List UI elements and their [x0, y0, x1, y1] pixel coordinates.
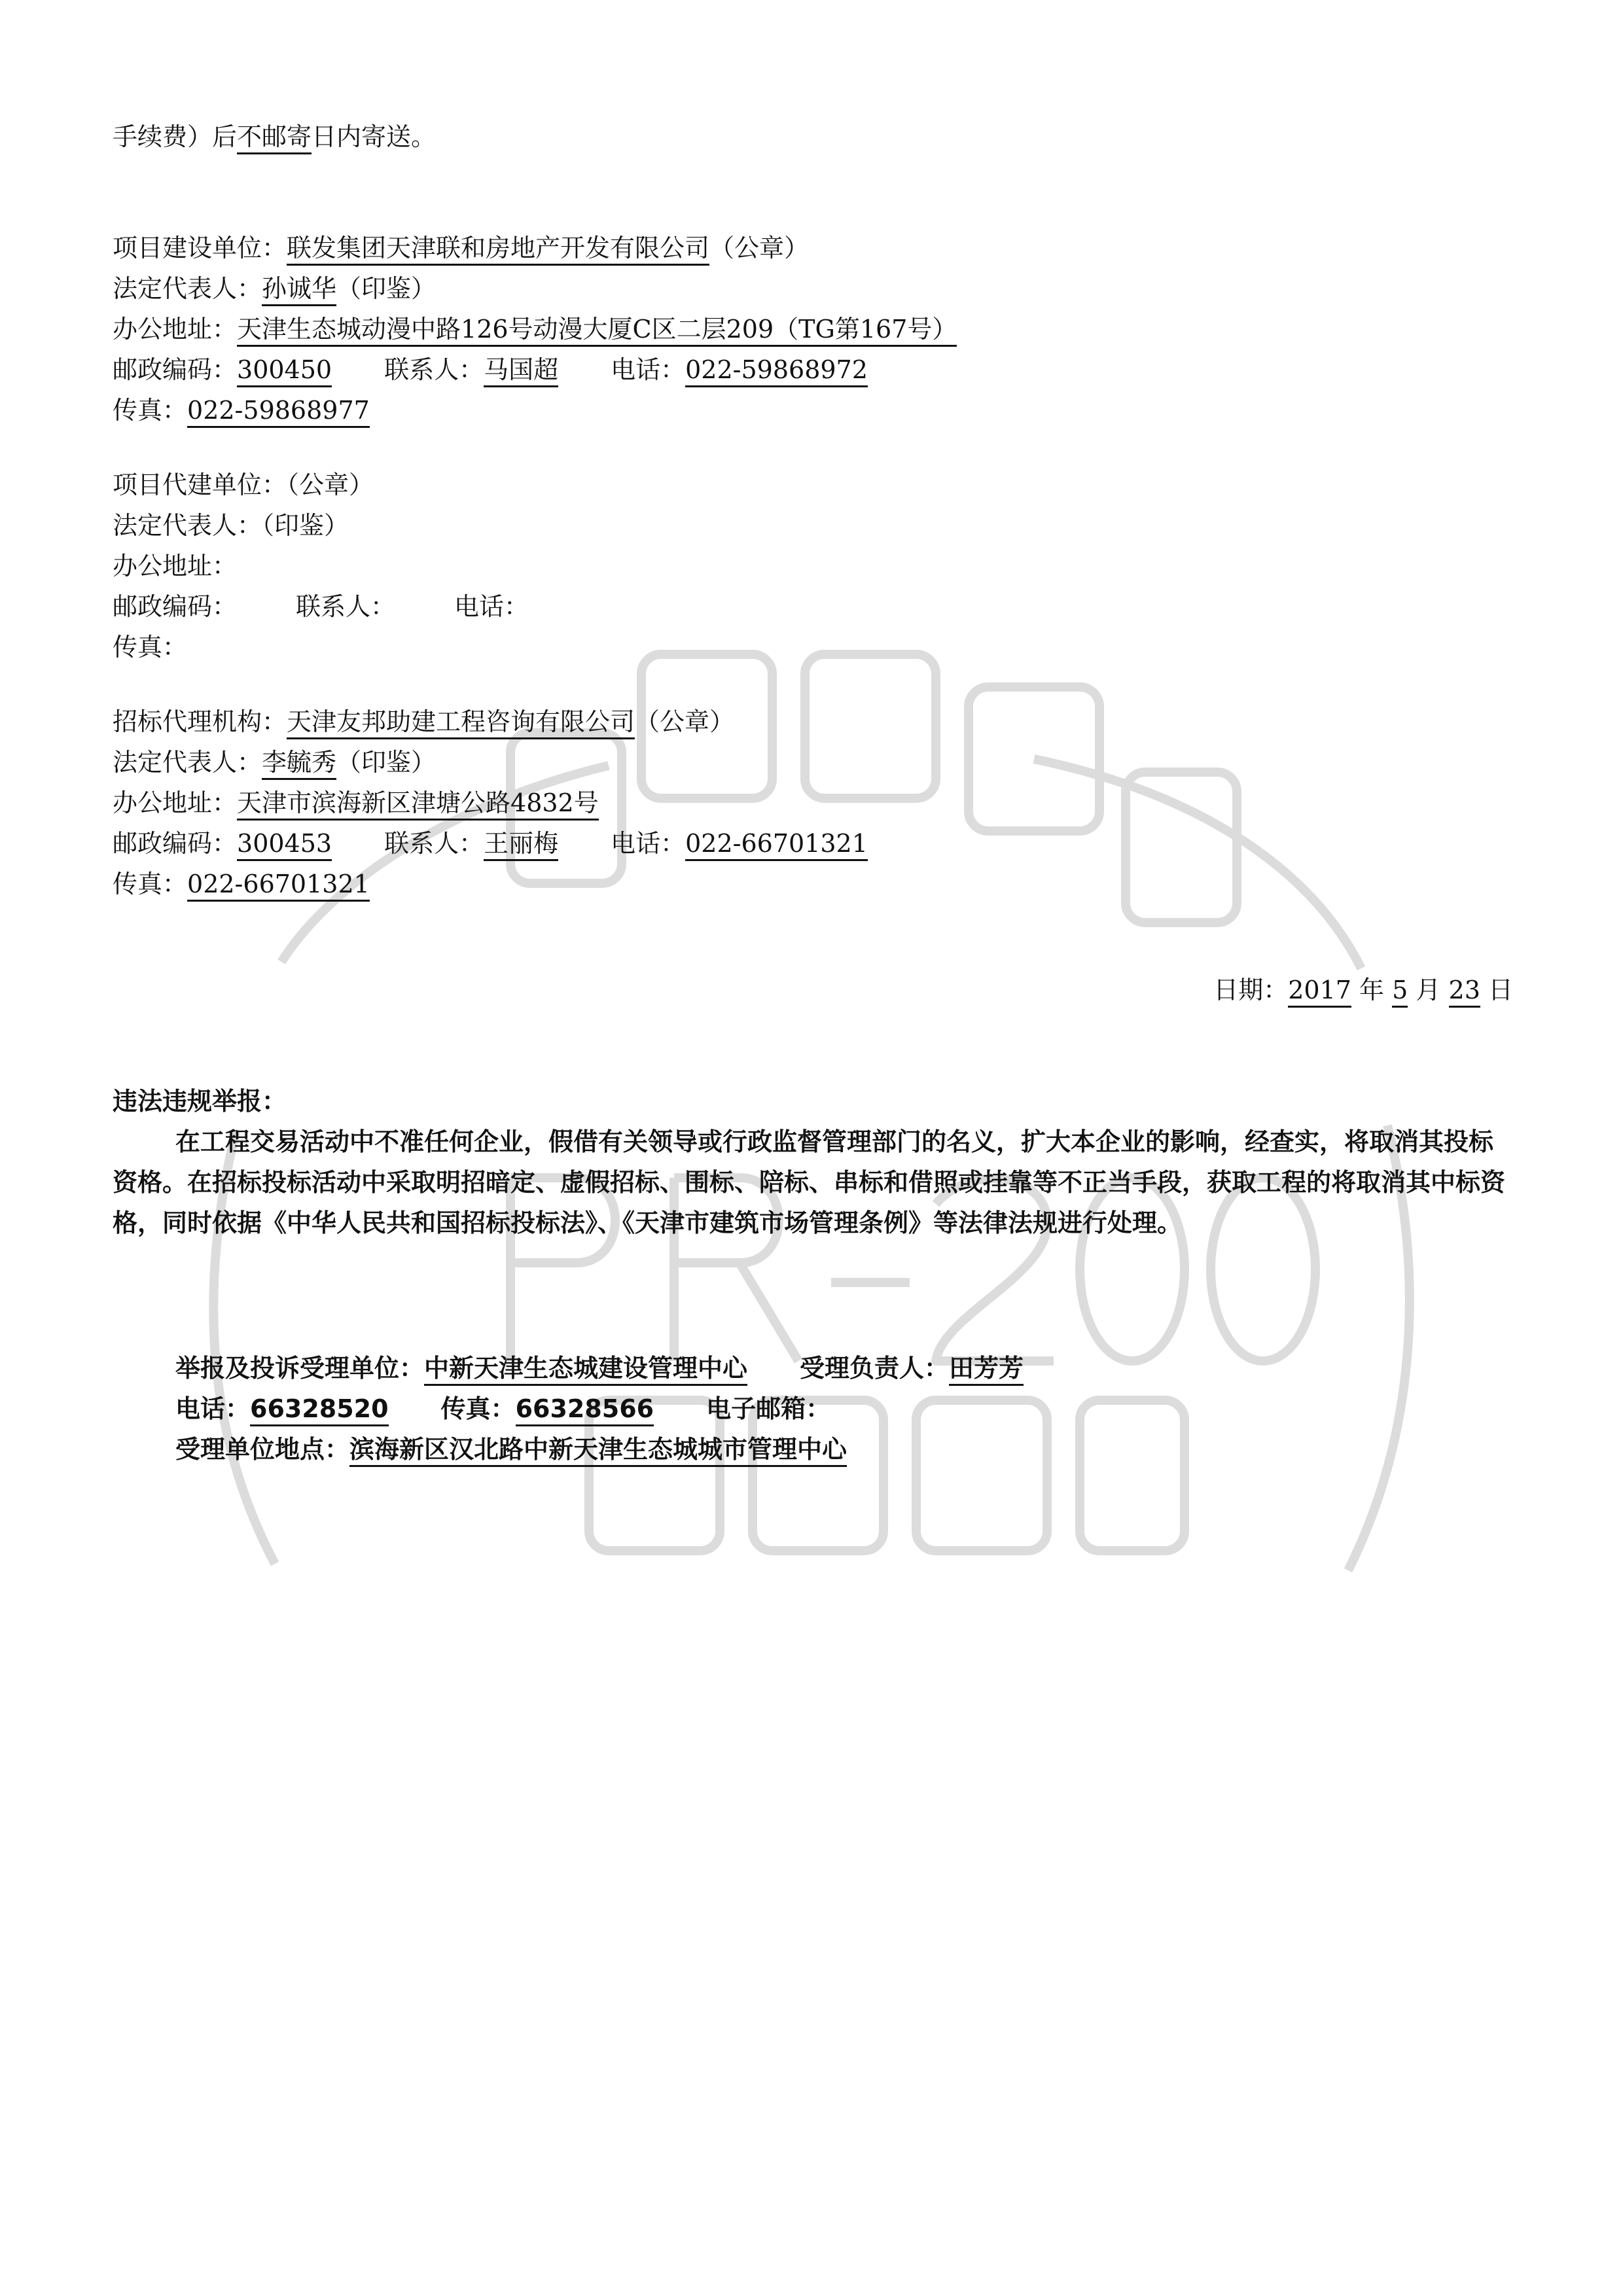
delivery-term: 不邮寄 [237, 122, 312, 154]
agent-rep-row: 法定代表人：（印鉴） [113, 511, 349, 540]
agency-rep-row: 法定代表人：李毓秀（印鉴） [113, 747, 436, 777]
owner-address-value: 天津生态城动漫中路126号动漫大厦C区二层209（TG第167号） [237, 315, 957, 347]
agency-tel-value: 022-66701321 [685, 829, 868, 861]
owner-contact-row: 邮政编码：300450 联系人：马国超 电话：022-59868972 [113, 355, 868, 385]
agent-fax-row: 传真： [113, 633, 188, 662]
complaint-fax-value: 66328566 [516, 1394, 654, 1426]
violation-paragraph: 在工程交易活动中不准任何企业，假借有关领导或行政监督管理部门的名义，扩大本企业的影响，经查实，将取消其投标资格。在招标投标活动中采取明招暗定、虚假招标、围标、陪标、串标和借照或挂靠等不正当手段，获取工程的将取消其中标资格，同时依据《中华人民共和国招标投标法》、《天津市建筑市场管理条例》等法律法规进行处理。 [113, 1127, 1506, 1237]
agency-fax-value: 022-66701321 [187, 870, 370, 902]
agency-zip-value: 300453 [237, 829, 332, 861]
complaint-unit-value: 中新天津生态城建设管理中心 [424, 1354, 747, 1386]
owner-tel-value: 022-59868972 [685, 355, 868, 387]
complaint-location-value: 滨海新区汉北路中新天津生态城城市管理中心 [349, 1435, 847, 1467]
agent-unit-row: 项目代建单位：（公章） [113, 470, 374, 499]
agent-contact-row: 邮政编码： 联系人： 电话： [113, 592, 529, 621]
owner-fax-value: 022-59868977 [187, 396, 370, 428]
complaint-contact-row: 电话：66328520 传真：66328566 电子邮箱： [175, 1394, 830, 1424]
agent-address-row: 办公地址： [113, 552, 238, 580]
owner-zip-value: 300450 [237, 355, 332, 387]
complaint-location-row: 受理单位地点：滨海新区汉北路中新天津生态城城市管理中心 [175, 1434, 847, 1464]
agency-contact-row: 邮政编码：300453 联系人：王丽梅 电话：022-66701321 [113, 828, 868, 858]
delivery-note: 手续费）后不邮寄日内寄送。 [113, 122, 436, 152]
agency-address-value: 天津市滨海新区津塘公路4832号 [237, 788, 599, 821]
agency-fax-row: 传真：022-66701321 [113, 869, 370, 899]
owner-address-row: 办公地址：天津生态城动漫中路126号动漫大厦C区二层209（TG第167号） [113, 314, 957, 344]
agency-contact-value: 王丽梅 [484, 829, 558, 861]
issue-date: 日期：2017 年 5 月 23 日 [1213, 975, 1513, 1005]
owner-rep-value: 孙诚华 [262, 274, 336, 306]
owner-contact-value: 马国超 [484, 355, 558, 387]
date-month: 5 [1392, 976, 1408, 1008]
agency-address-row: 办公地址：天津市滨海新区津塘公路4832号 [113, 788, 599, 818]
owner-unit-value: 联发集团天津联和房地产开发有限公司 [287, 234, 709, 266]
complaint-tel-value: 66328520 [250, 1394, 389, 1426]
agency-rep-value: 李毓秀 [262, 748, 336, 780]
owner-unit-row: 项目建设单位：联发集团天津联和房地产开发有限公司（公章） [113, 233, 809, 263]
violation-title: 违法违规举报： [113, 1087, 287, 1116]
agency-unit-value: 天津友邦助建工程咨询有限公司 [287, 707, 635, 739]
owner-rep-row: 法定代表人：孙诚华（印鉴） [113, 274, 436, 304]
complaint-unit-row: 举报及投诉受理单位：中新天津生态城建设管理中心 受理负责人：田芳芳 [175, 1353, 1024, 1383]
owner-fax-row: 传真：022-59868977 [113, 395, 370, 425]
date-day: 23 [1449, 976, 1480, 1008]
agency-unit-row: 招标代理机构：天津友邦助建工程咨询有限公司（公章） [113, 707, 734, 737]
date-year: 2017 [1288, 976, 1351, 1008]
complaint-person-value: 田芳芳 [949, 1354, 1024, 1386]
